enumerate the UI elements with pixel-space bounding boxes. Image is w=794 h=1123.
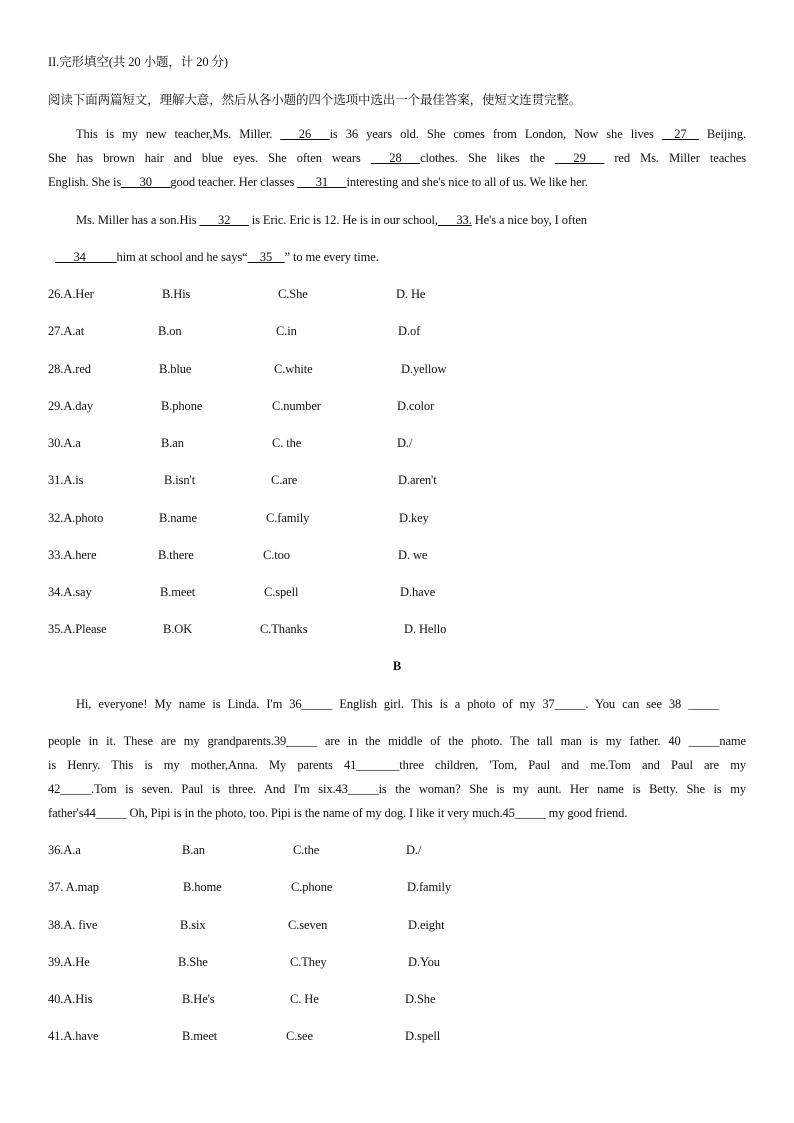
blank-34: ___34_____ (55, 250, 117, 264)
blank-32: ___32___ (199, 213, 249, 227)
passage-b-line2: people in it. These are my grandparents.39_____ are in the middle of the photo. The tall man is my father. 40 _____name (48, 734, 746, 748)
blank-27: __27__ (661, 127, 699, 141)
blank-31: ___31___ (297, 175, 347, 189)
passage-b-line3: is Henry. This is my mother,Anna. My parents 41_______three children, 'Tom, Paul and me.Tom and Paul are my (48, 758, 746, 772)
blank-30: ___30___ (121, 175, 171, 189)
section-title: II.完形填空(共 20 小题，计 20 分) (48, 55, 228, 69)
blank-29: ___29___ (554, 151, 605, 165)
passage-a-p2-line2: ___34_____him at school and he says“__35__” to me every time. (55, 250, 379, 264)
blank-26: ___26___ (280, 127, 330, 141)
passage-a-p1-line3: English. She is___30___good teacher. Her classes ___31___interesting and she's nice to all of us. We like her. (48, 175, 588, 189)
blank-35: __35__ (247, 250, 285, 264)
passage-a-p1-line2: She has brown hair and blue eyes. She often wears ___28___clothes. She likes the ___29___ red Ms. Miller teaches (48, 151, 746, 165)
passage-b-line5: father's44_____ Oh, Pipi is in the photo, too. Pipi is the name of my dog. I like it very much.45_____ my good friend. (48, 806, 628, 820)
blank-28: ___28___ (370, 151, 421, 165)
blank-33: ___33. (437, 213, 472, 227)
passage-b-line1: Hi, everyone! My name is Linda. I'm 36_____ English girl. This is a photo of my 37_____. You can see 38 _____ (76, 697, 719, 711)
passage-a-p1-line1: This is my new teacher,Ms. Miller. ___26___is 36 years old. She comes from London, Now she lives __27__ Beijing. (76, 127, 746, 141)
passage-a-p2-line1: Ms. Miller has a son.His ___32___ is Eric. Eric is 12. He is in our school,___33. He's a nice boy, I often (76, 213, 587, 227)
section-b-heading: B (392, 659, 402, 673)
instruction: 阅读下面两篇短文，理解大意，然后从各小题的四个选项中选出一个最佳答案，使短文连贯完整。 (48, 93, 582, 107)
passage-b-line4: 42_____.Tom is seven. Paul is three. And I'm six.43_____is the woman? She is my aunt. Her name is Betty. She is my (48, 782, 746, 796)
